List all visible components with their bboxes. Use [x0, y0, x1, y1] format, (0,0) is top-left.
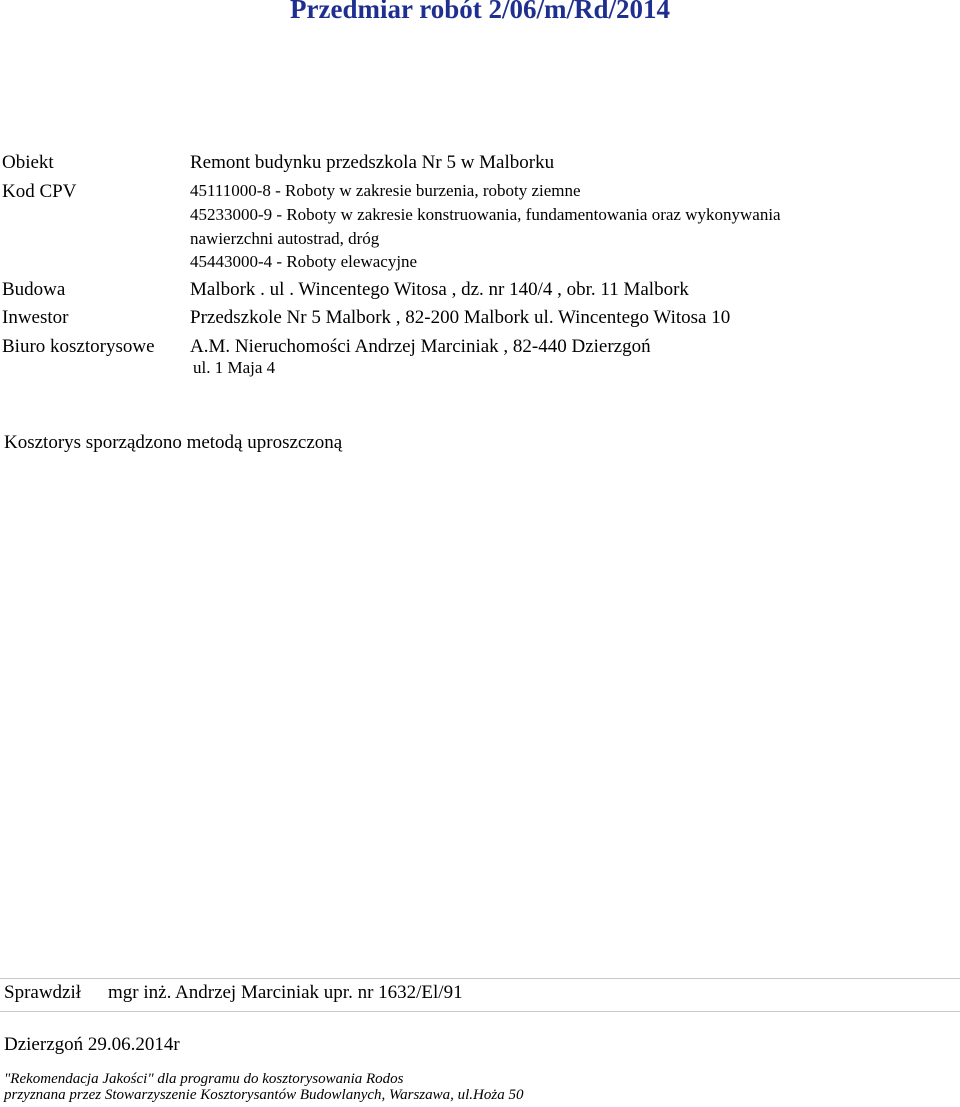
place-date: Dzierzgoń 29.06.2014r	[4, 1034, 180, 1055]
checked-by-value: mgr inż. Andrzej Marciniak upr. nr 1632/El/91	[108, 982, 463, 1003]
cpv-line: 45233000-9 - Roboty w zakresie konstruowania, fundamentowania oraz wykonywania	[190, 205, 781, 224]
field-value-obiekt: Remont budynku przedszkola Nr 5 w Malborku	[190, 152, 555, 173]
field-value-biuro: A.M. Nieruchomości Andrzej Marciniak , 82-440 Dzierzgoń	[190, 336, 651, 357]
field-label-budowa: Budowa	[2, 279, 66, 300]
checked-by-label: Sprawdził	[4, 982, 82, 1003]
divider	[0, 978, 960, 979]
cpv-line: 45443000-4 - Roboty elewacyjne	[190, 252, 418, 271]
field-value-budowa: Malbork . ul . Wincentego Witosa , dz. nr 140/4 , obr. 11 Malbork	[190, 279, 689, 300]
field-label-kod-cpv: Kod CPV	[2, 181, 77, 202]
divider	[0, 1011, 960, 1012]
footer-line: "Rekomendacja Jakości" dla programu do kosztorysowania Rodos	[4, 1071, 404, 1087]
field-label-biuro: Biuro kosztorysowe	[2, 336, 155, 357]
footer-line: przyznana przez Stowarzyszenie Kosztorysantów Budowlanych, Warszawa, ul.Hoża 50	[4, 1087, 524, 1103]
field-value-inwestor: Przedszkole Nr 5 Malbork , 82-200 Malbork ul. Wincentego Witosa 10	[190, 307, 731, 328]
field-value-biuro-address: ul. 1 Maja 4	[193, 358, 276, 377]
field-label-inwestor: Inwestor	[2, 307, 69, 328]
page-title: Przedmiar robót 2/06/m/Rd/2014	[290, 0, 670, 24]
cpv-line: nawierzchni autostrad, dróg	[190, 229, 380, 248]
cpv-line: 45111000-8 - Roboty w zakresie burzenia, roboty ziemne	[190, 181, 581, 200]
field-label-obiekt: Obiekt	[2, 152, 54, 173]
estimate-method: Kosztorys sporządzono metodą uproszczoną	[4, 432, 343, 453]
